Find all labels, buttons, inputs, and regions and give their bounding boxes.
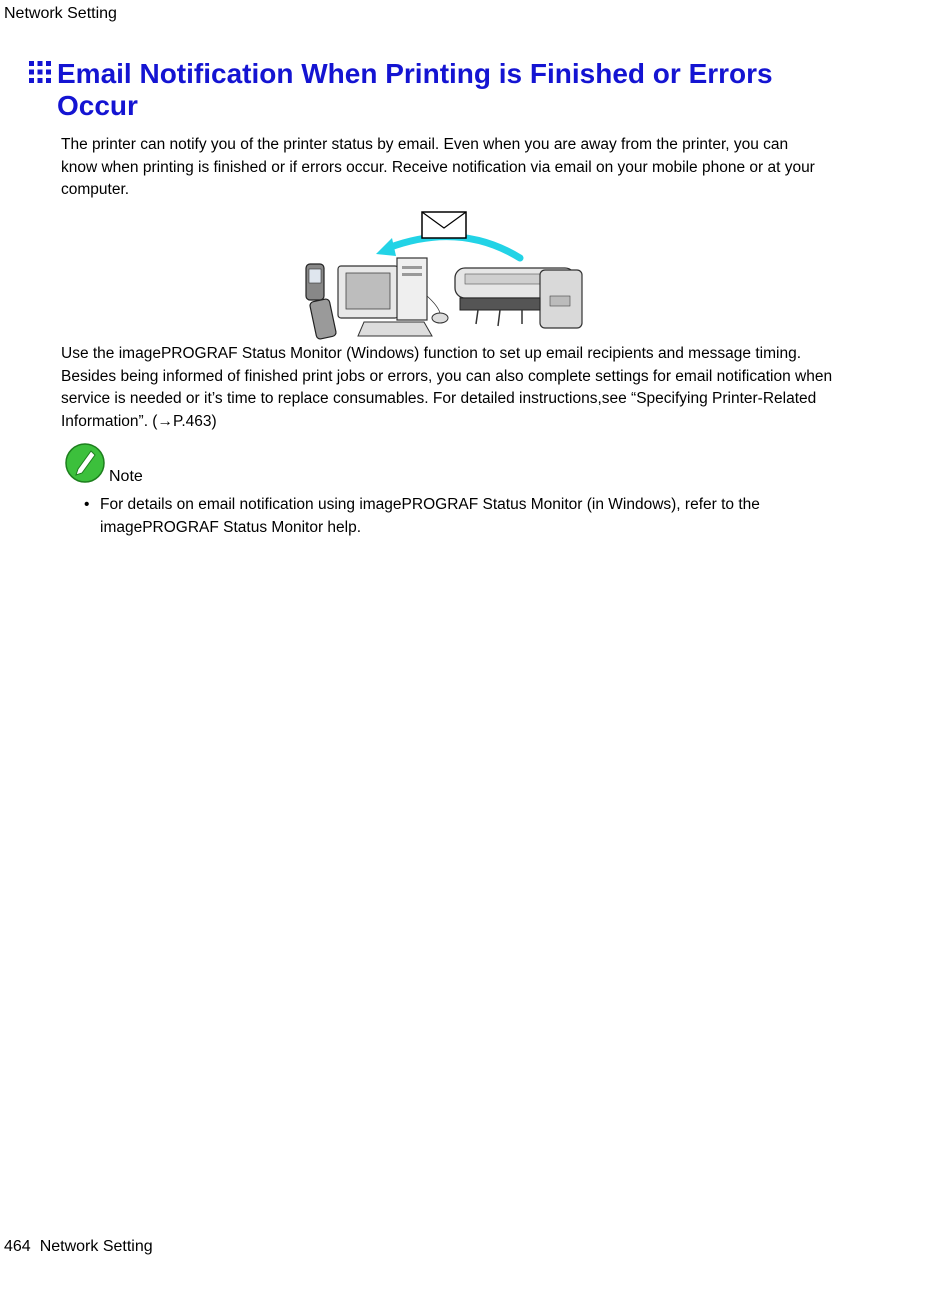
page-footer <box>4 1238 153 1256</box>
bullet-icon: • <box>84 496 90 513</box>
page-number: 464 <box>4 1238 31 1255</box>
printer-icon <box>455 268 582 328</box>
body-paragraph: Use the imagePROGRAF Status Monitor (Windows) function to set up email recipients and message timing. Besides being informed of finished print jobs or errors, you can also complete settings for email notification when service is needed or it’s time to replace consumables. For detailed instructions,see “Specifying Printer-Related Information”. (→P.463) <box>61 345 833 430</box>
list-item <box>84 493 830 539</box>
section-title-block <box>28 58 828 122</box>
page-title: Email Notification When Printing is Finished or Errors Occur <box>57 58 773 121</box>
mobile-phone-icon <box>306 264 337 340</box>
footer-section: Network Setting <box>39 1238 153 1255</box>
note-item-text: For details on email notification using imagePROGRAF Status Monitor (in Windows), refer to the imagePROGRAF Status Monitor help. <box>100 496 760 536</box>
computer-icon <box>338 258 448 336</box>
note-pencil-icon <box>64 442 106 484</box>
email-notification-illustration <box>300 206 590 341</box>
note-list <box>84 493 830 539</box>
envelope-icon <box>422 212 466 238</box>
grid-dots-icon <box>28 60 52 84</box>
note-label: Note <box>109 468 143 485</box>
arrow-icon <box>376 237 520 258</box>
running-header: Network Setting <box>4 5 117 22</box>
intro-paragraph: The printer can notify you of the printer status by email. Even when you are away from the printer, you can know when printing is finished or if errors occur. Receive notification via email on your mobile phone or at your computer. <box>61 136 815 198</box>
